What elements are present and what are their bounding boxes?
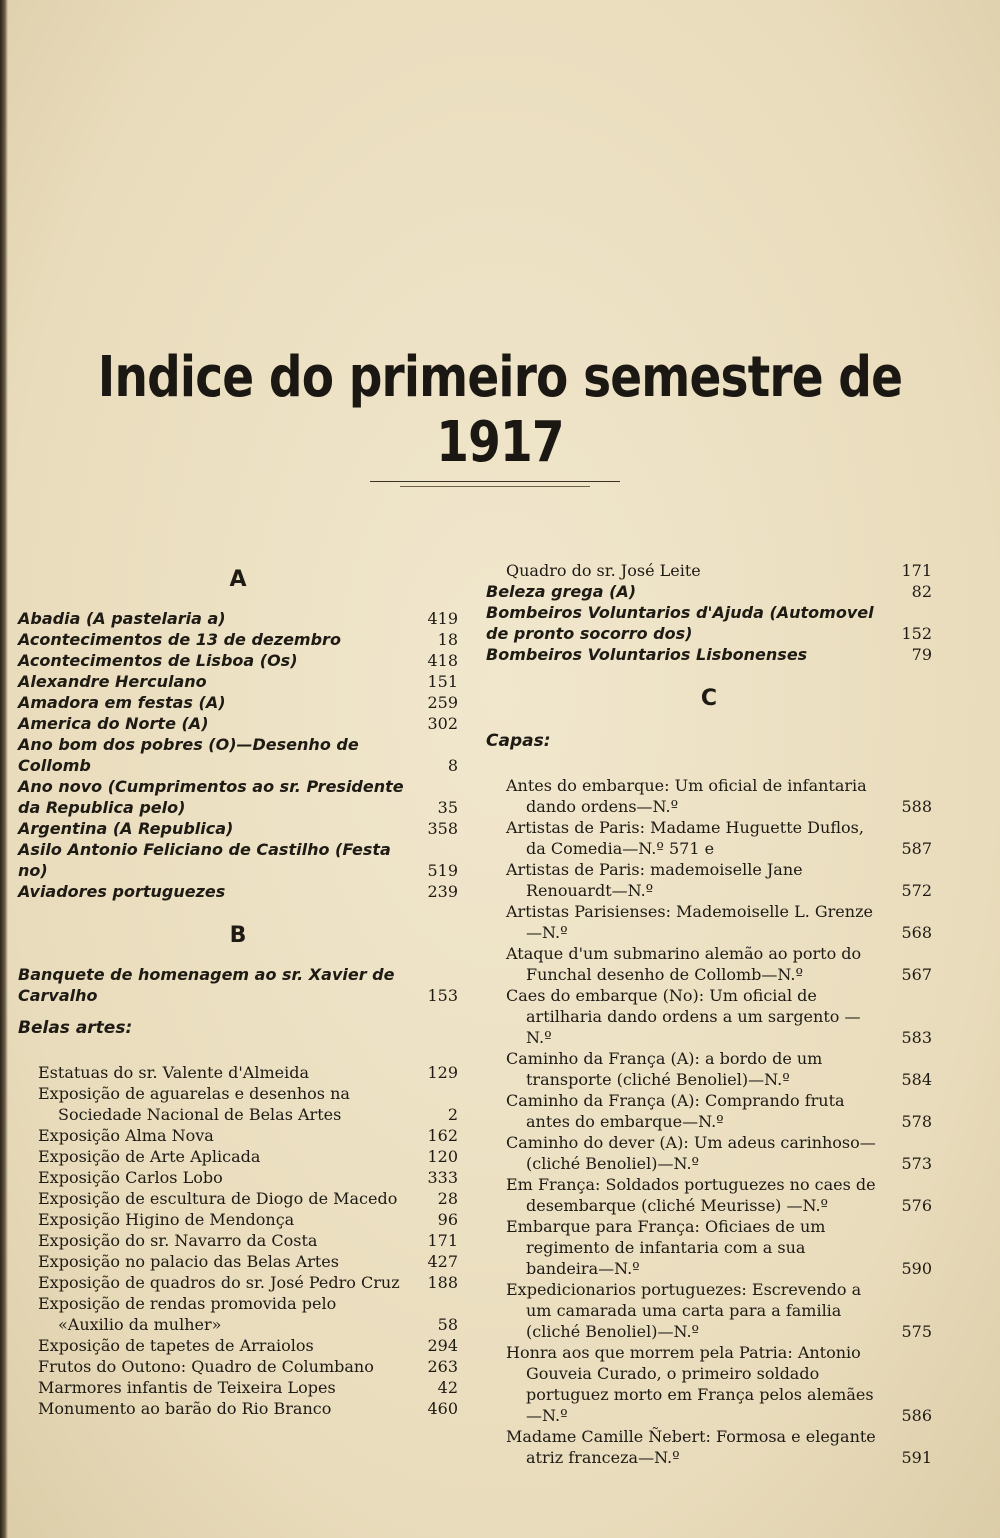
entry-page: 8 (447, 756, 458, 775)
entry-page: 587 (901, 839, 932, 858)
index-subentry (18, 1272, 458, 1293)
index-subentry (486, 1216, 932, 1279)
index-entry (18, 818, 458, 839)
entry-page: 82 (911, 582, 932, 601)
entry-page: 419 (427, 609, 458, 628)
index-subentry (486, 1174, 932, 1216)
page-spine-shadow (0, 0, 8, 1538)
entry-text: Beleza grega (A) (486, 582, 637, 601)
index-entry (486, 581, 932, 602)
entry-text: Caminho da França (A): Comprando fruta antes do embarque—N.º (506, 1091, 845, 1131)
section-letter-a: A (229, 567, 247, 592)
entry-page: 28 (437, 1189, 458, 1208)
entry-page: 152 (901, 624, 932, 643)
index-entry (18, 839, 458, 881)
entry-text: Exposição de quadros do sr. José Pedro Cruz (38, 1273, 400, 1292)
entry-page: 588 (901, 797, 932, 816)
index-subentry (18, 1083, 458, 1125)
entry-text: Exposição de escultura de Diogo de Macedo (38, 1189, 398, 1208)
entry-page: 263 (427, 1357, 458, 1376)
entry-page: 591 (901, 1448, 932, 1467)
entry-page: 171 (427, 1231, 458, 1250)
entry-page: 171 (901, 561, 932, 580)
entry-page: 18 (437, 630, 458, 649)
index-entry (18, 608, 458, 629)
entry-text: Bombeiros Voluntarios d'Ajuda (Automovel de pronto socorro dos) (486, 603, 874, 643)
title-rule (370, 481, 620, 482)
entry-text: Ano bom dos pobres (O)—Desenho de Collomb (18, 735, 359, 775)
entry-text: Aviadores portuguezes (18, 882, 226, 901)
entry-page: 120 (427, 1147, 458, 1166)
entry-text: Asilo Antonio Feliciano de Castilho (Festa no) (18, 840, 391, 880)
entry-page: 575 (901, 1322, 932, 1341)
index-subentry (18, 1230, 458, 1251)
entry-page: 151 (427, 672, 458, 691)
index-entry (18, 650, 458, 671)
entry-page: 358 (427, 819, 458, 838)
entry-page: 586 (901, 1406, 932, 1425)
entry-page: 188 (427, 1273, 458, 1292)
entry-page: 567 (901, 965, 932, 984)
index-subentry (486, 943, 932, 985)
entry-text: Acontecimentos de 13 de dezembro (18, 630, 341, 649)
entry-text: Honra aos que morrem pela Patria: Antonio Gouveia Curado, o primeiro soldado portuguez morto em França pelos alemães—N.º (506, 1343, 874, 1425)
index-entry (18, 734, 458, 776)
entry-page: 129 (427, 1063, 458, 1082)
index-entry (486, 644, 932, 665)
index-subentry (486, 1132, 932, 1174)
entry-text: Caes do embarque (No): Um oficial de artilharia dando ordens a um sargento —N.º (506, 986, 861, 1047)
index-entry (18, 629, 458, 650)
entry-text: Exposição Higino de Mendonça (38, 1210, 295, 1229)
entry-text: Exposição Carlos Lobo (38, 1168, 223, 1187)
index-subentry (486, 985, 932, 1048)
index-subentry (18, 1335, 458, 1356)
index-subentry (18, 1398, 458, 1419)
index-entry (18, 713, 458, 734)
entry-text: Abadia (A pastelaria a) (18, 609, 226, 628)
entry-page: 427 (427, 1252, 458, 1271)
spacer (486, 665, 932, 679)
entry-page: 418 (427, 651, 458, 670)
entry-page: 153 (427, 986, 458, 1005)
entry-text: Alexandre Herculano (18, 672, 207, 691)
entry-text: Amadora em festas (A) (18, 693, 226, 712)
index-subentry (18, 1293, 458, 1335)
entry-page: 2 (447, 1105, 458, 1124)
entry-text: Ano novo (Cumprimentos ao sr. Presidente da Republica pelo) (18, 777, 404, 817)
entry-text: Em França: Soldados portuguezes no caes de desembarque (cliché Meurisse) —N.º (506, 1175, 876, 1215)
entry-page: 576 (901, 1196, 932, 1215)
entry-text: America do Norte (A) (18, 714, 209, 733)
section-letter-b: B (229, 923, 247, 948)
entry-text: Caminho do dever (A): Um adeus carinhoso—(cliché Benoliel)—N.º (506, 1133, 876, 1173)
index-entry (18, 671, 458, 692)
index-subentry (486, 1090, 932, 1132)
entry-text: Banquete de homenagem ao sr. Xavier de Carvalho (18, 965, 395, 1005)
entry-page: 79 (911, 645, 932, 664)
right-column (486, 560, 932, 1468)
index-entry (18, 692, 458, 713)
entry-text: Exposição de aguarelas e desenhos na Sociedade Nacional de Belas Artes (38, 1084, 350, 1124)
entry-text: Caminho da França (A): a bordo de um transporte (cliché Benoliel)—N.º (506, 1049, 823, 1089)
index-entry (18, 964, 458, 1006)
entry-text: Bombeiros Voluntarios Lisbonenses (486, 645, 808, 664)
index-subentry (486, 1279, 932, 1342)
entry-text: Exposição do sr. Navarro da Costa (38, 1231, 318, 1250)
entry-text: Madame Camille Ñebert: Formosa e elegante atriz franceza—N.º (506, 1427, 876, 1467)
entry-text: Argentina (A Republica) (18, 819, 234, 838)
index-entry (486, 602, 932, 644)
entry-text: Artistas Parisienses: Mademoiselle L. Grenze—N.º (506, 902, 873, 942)
entry-page: 259 (427, 693, 458, 712)
index-subentry (486, 1426, 932, 1468)
entry-text: Exposição Alma Nova (38, 1126, 214, 1145)
index-subentry (486, 1048, 932, 1090)
index-subentry (18, 1167, 458, 1188)
entry-text: Expedicionarios portuguezes: Escrevendo a um camarada uma carta para a familia (cliché Benoliel)—N.º (506, 1280, 862, 1341)
index-subentry (18, 1251, 458, 1272)
group-label-belas-artes: Belas artes: (18, 1018, 133, 1038)
entry-text: Frutos do Outono: Quadro de Columbano (38, 1357, 374, 1376)
entry-text: Exposição no palacio das Belas Artes (38, 1252, 339, 1271)
index-subentry (486, 859, 932, 901)
entry-text: Quadro do sr. José Leite (506, 561, 701, 580)
entry-page: 35 (437, 798, 458, 817)
entry-page: 460 (427, 1399, 458, 1418)
entry-text: Estatuas do sr. Valente d'Almeida (38, 1063, 310, 1082)
entry-text: Artistas de Paris: Madame Huguette Duflos, da Comedia—N.º 571 e (506, 818, 864, 858)
entry-page: 333 (427, 1168, 458, 1187)
entry-page: 572 (901, 881, 932, 900)
entry-page: 294 (427, 1336, 458, 1355)
entry-page: 584 (901, 1070, 932, 1089)
left-column (18, 560, 458, 1419)
entry-page: 96 (437, 1210, 458, 1229)
entry-text: Exposição de tapetes de Arraiolos (38, 1336, 314, 1355)
group-label-capas: Capas: (486, 731, 551, 751)
index-subentry (18, 1062, 458, 1083)
index-entry (18, 881, 458, 902)
index-subentry (486, 1342, 932, 1426)
index-subentry (18, 1125, 458, 1146)
page-title: Indice do primeiro semestre de 1917 (97, 345, 903, 475)
index-subentry (486, 775, 932, 817)
entry-page: 578 (901, 1112, 932, 1131)
index-subentry (18, 1146, 458, 1167)
spacer (18, 902, 458, 916)
entry-page: 162 (427, 1126, 458, 1145)
entry-page: 302 (427, 714, 458, 733)
entry-page: 58 (437, 1315, 458, 1334)
entry-text: Artistas de Paris: mademoiselle Jane Renouardt—N.º (506, 860, 803, 900)
index-subentry (18, 1188, 458, 1209)
entry-page: 583 (901, 1028, 932, 1047)
index-subentry (18, 1209, 458, 1230)
entry-text: Embarque para França: Oficiaes de um regimento de infantaria com a sua bandeira—N.º (506, 1217, 826, 1278)
entry-text: Exposição de Arte Aplicada (38, 1147, 261, 1166)
section-letter-c: C (700, 686, 718, 711)
entry-text: Acontecimentos de Lisboa (Os) (18, 651, 298, 670)
entry-page: 519 (427, 861, 458, 880)
index-subentry (486, 901, 932, 943)
index-entry (18, 776, 458, 818)
index-subentry (18, 1377, 458, 1398)
entry-text: Monumento ao barão do Rio Branco (38, 1399, 332, 1418)
entry-text: Antes do embarque: Um oficial de infantaria dando ordens—N.º (506, 776, 867, 816)
entry-text: Ataque d'um submarino alemão ao porto do Funchal desenho de Collomb—N.º (506, 944, 862, 984)
index-subentry (486, 560, 932, 581)
entry-page: 42 (437, 1378, 458, 1397)
entry-page: 590 (901, 1259, 932, 1278)
title-rule-secondary (400, 486, 590, 487)
entry-page: 573 (901, 1154, 932, 1173)
entry-page: 239 (427, 882, 458, 901)
index-subentry (18, 1356, 458, 1377)
entry-text: Marmores infantis de Teixeira Lopes (38, 1378, 336, 1397)
entry-page: 568 (901, 923, 932, 942)
entry-text: Exposição de rendas promovida pelo «Auxilio da mulher» (38, 1294, 337, 1334)
index-subentry (486, 817, 932, 859)
